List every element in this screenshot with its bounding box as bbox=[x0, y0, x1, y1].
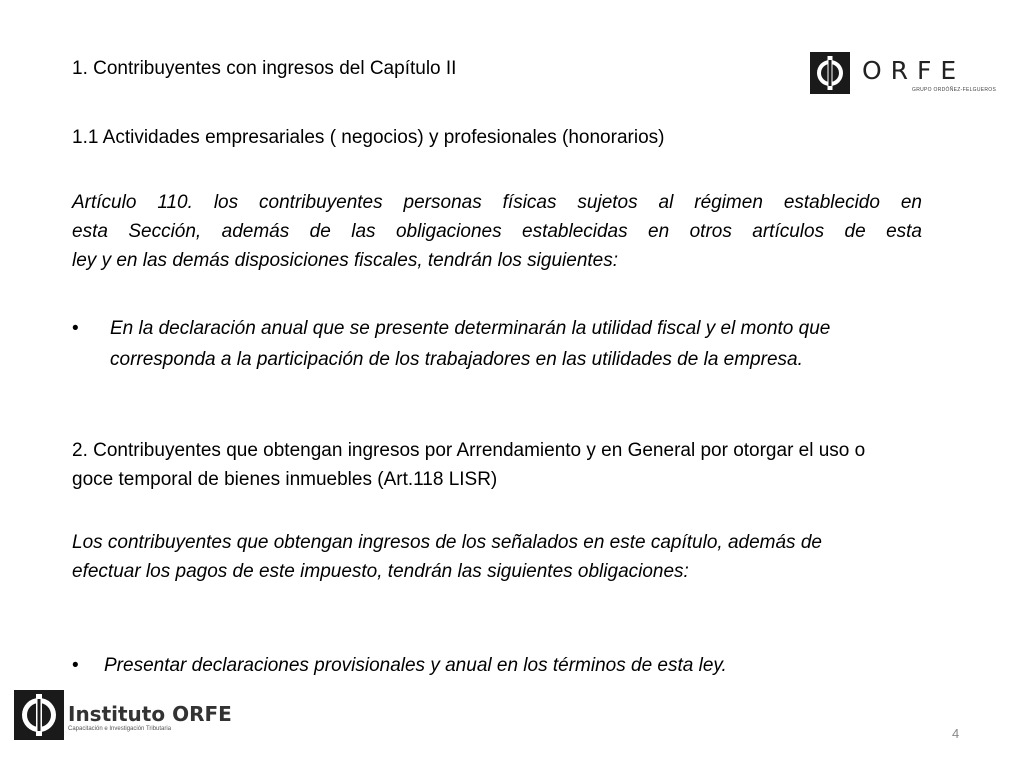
section-2-body: Los contribuyentes que obtengan ingresos de los señalados en este capítulo, además de efectuar los pagos de este impuesto, tendrán las siguientes obligaciones: bbox=[72, 532, 822, 582]
article-110-line: ley y en las demás disposiciones fiscales, tendrán los siguientes: bbox=[72, 250, 619, 271]
section-1-1-heading: 1.1 Actividades empresariales ( negocios) y profesionales (honorarios) bbox=[72, 127, 665, 148]
bullet-marker: • bbox=[72, 655, 79, 676]
section-2-heading: 2. Contribuyentes que obtengan ingresos por Arrendamiento y en General por otorgar el uso o goce temporal de bienes inmuebles (Art.118 LISR) bbox=[72, 440, 866, 490]
orfe-wordmark: ORFE bbox=[862, 56, 966, 85]
instituto-orfe-logo bbox=[14, 690, 264, 740]
bullet-marker: • bbox=[72, 318, 79, 339]
bullet-item-declaraciones-provisionales bbox=[72, 650, 922, 681]
orfe-logo bbox=[810, 52, 997, 96]
bullet-item-declaracion-anual bbox=[72, 313, 922, 375]
bullet-text: Presentar declaraciones provisionales y anual en los términos de esta ley. bbox=[104, 655, 727, 676]
bullet-text: En la declaración anual que se presente determinarán la utilidad fiscal y el monto que corresponda a la participación de los trabajadores en las utilidades de la empresa. bbox=[110, 318, 831, 370]
article-110-line: esta Sección, además de las obligaciones establecidas en otros artículos de esta bbox=[72, 221, 922, 242]
article-110-paragraph bbox=[72, 188, 922, 275]
page-number: 4 bbox=[952, 726, 960, 741]
instituto-tagline: Capacitación e Investigación Tributaria bbox=[68, 726, 172, 732]
article-110-line: Artículo 110. los contribuyentes personas físicas sujetos al régimen establecido en bbox=[72, 192, 922, 213]
orfe-phi-icon bbox=[810, 52, 850, 94]
instituto-name: Instituto ORFE bbox=[68, 702, 232, 726]
instituto-phi-icon bbox=[14, 690, 64, 740]
orfe-subtitle: GRUPO ORDÓÑEZ-FELGUEROS bbox=[912, 87, 997, 93]
section-1-heading: 1. Contribuyentes con ingresos del Capítulo II bbox=[72, 58, 457, 79]
